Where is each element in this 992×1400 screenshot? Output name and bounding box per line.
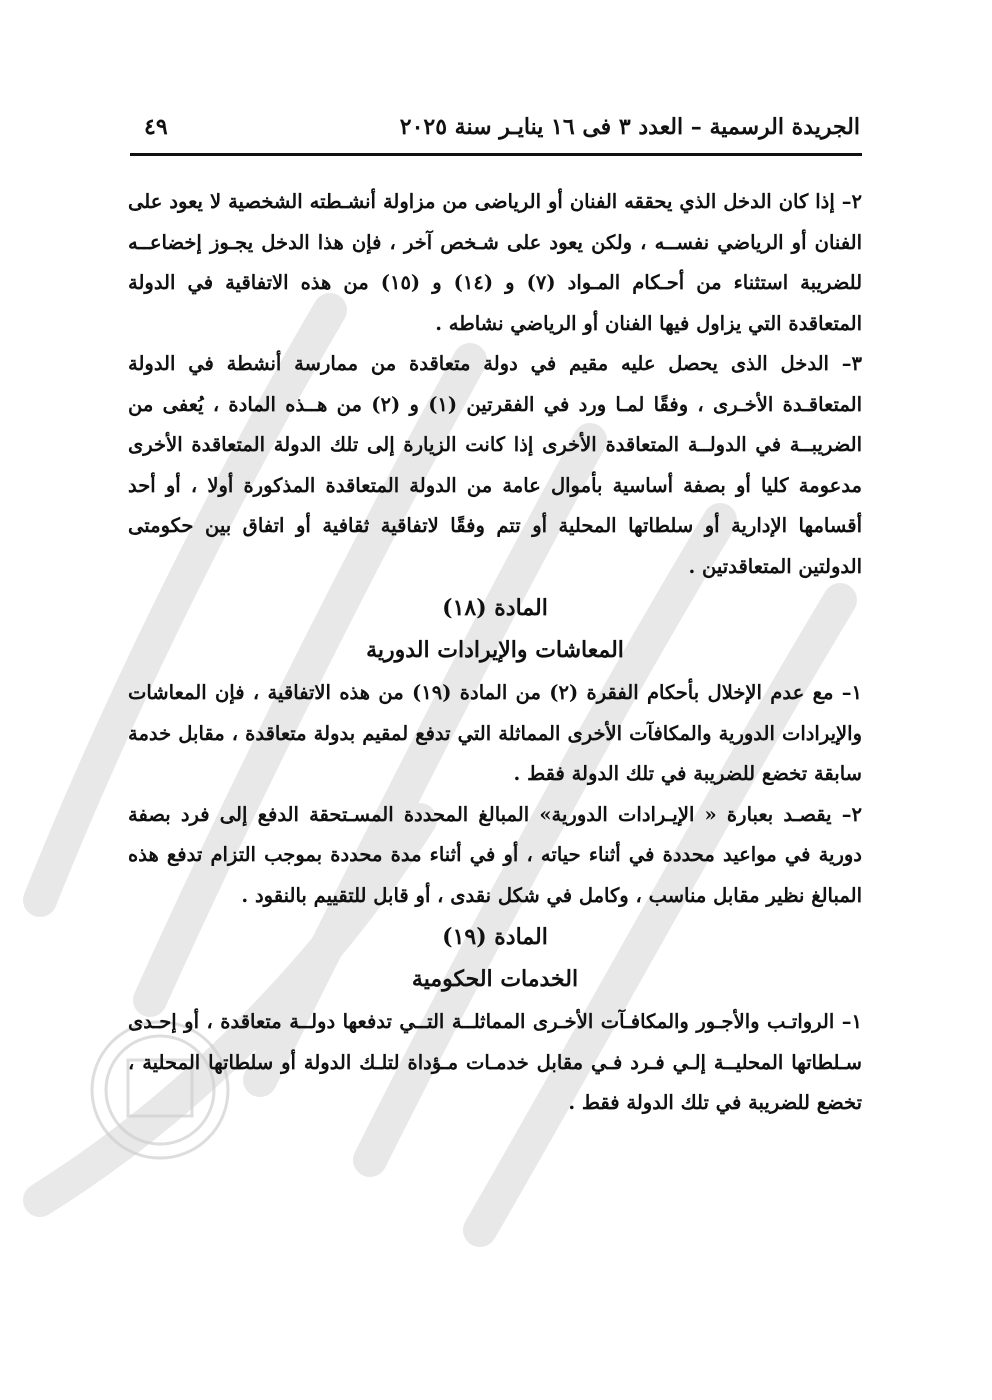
document-body [128,182,862,1124]
article-18-subheading: المعاشات والإيرادات الدورية [366,637,624,663]
article-17-paragraph-2: ٢– إذا كان الدخل الذي يحققه الفنان أو الرياضى من مزاولة أنشـطته الشخصية لا يعود على الفنان أو الرياضي نفســه ، ولكن يعود على شـخص آخر ، فإن هذا الدخل يجـوز إخضاعــه للضريبة استثناء من أحـكام المـواد (٧) و (١٤) و (١٥) من هذه الاتفاقية في الدولة المتعاقدة التي يزاول فيها الفنان أو الرياضي نشاطه . [128,190,863,335]
article-19-subheading: الخدمات الحكومية [411,966,579,992]
article-18-paragraph-2: ٢– يقصـد بعبارة « الإيـرادات الدورية» المبالغ المحددة المسـتحقة الدفع إلى فرد بصفة دورية في مواعيد محددة في أثناء حياته ، أو في أثناء مدة محددة بموجب التزام تدفع هذه المبالغ نظير مقابل مناسب ، وكامل في شكل نقدى ، أو قابل للتقييم بالنقود . [128,802,862,907]
page-header [130,110,860,150]
header-divider [130,153,862,156]
article-18-heading: المادة (١٨) [442,595,548,621]
article-19-paragraph-1: ١– الرواتـب والأجـور والمكافـآت الأخـرى المماثلــة التــي تدفعها دولــة متعاقدة ، أو إحـدى سـلطاتها المحليــة إلـي فـرد فـي مقابل خدمـات مـؤداة لتلـك الدولة أو سلطاتها المحلية ، تخضع للضريبة في تلك الدولة فقط . [128,1010,862,1114]
header-title: الجريدة الرسمية – العدد ٣ فى ١٦ ينايـر سنة ٢٠٢٥ [399,114,860,140]
article-17-paragraph-3: ٣– الدخل الذى يحصل عليه مقيم في دولة متعاقدة من ممارسة أنشطة في الدولة المتعاقـدة الأخـرى ، وفقًا لمـا ورد في الفقرتين (١) و (٢) من هــذه المادة ، يُعفى من الضريبــة في الدولــة المتعاقدة الأخرى إذا كانت الزيارة إلى تلك الدولة المتعاقدة الأخرى مدعومة كليا أو بصفة أساسية بأموال عامة من الدولة المتعاقدة المذكورة أولا ، أو أحد أقسامها الإدارية أو سلطاتها المحلية أو تتم وفقًا لاتفاقية ثقافية أو اتفاق بين حكومتى الدولتين المتعاقدتين . [128,352,862,578]
article-19-heading: المادة (١٩) [442,924,548,950]
article-18-paragraph-1: ١– مع عدم الإخلال بأحكام الفقرة (٢) من المادة (١٩) من هذه الاتفاقية ، فإن المعاشات والإيرادات الدورية والمكافآت الأخرى المماثلة التي تدفع لمقيم بدولة متعاقدة ، مقابل خدمة سابقة تخضع للضريبة في تلك الدولة فقط . [128,681,862,785]
page-number: ٤٩ [144,114,168,140]
